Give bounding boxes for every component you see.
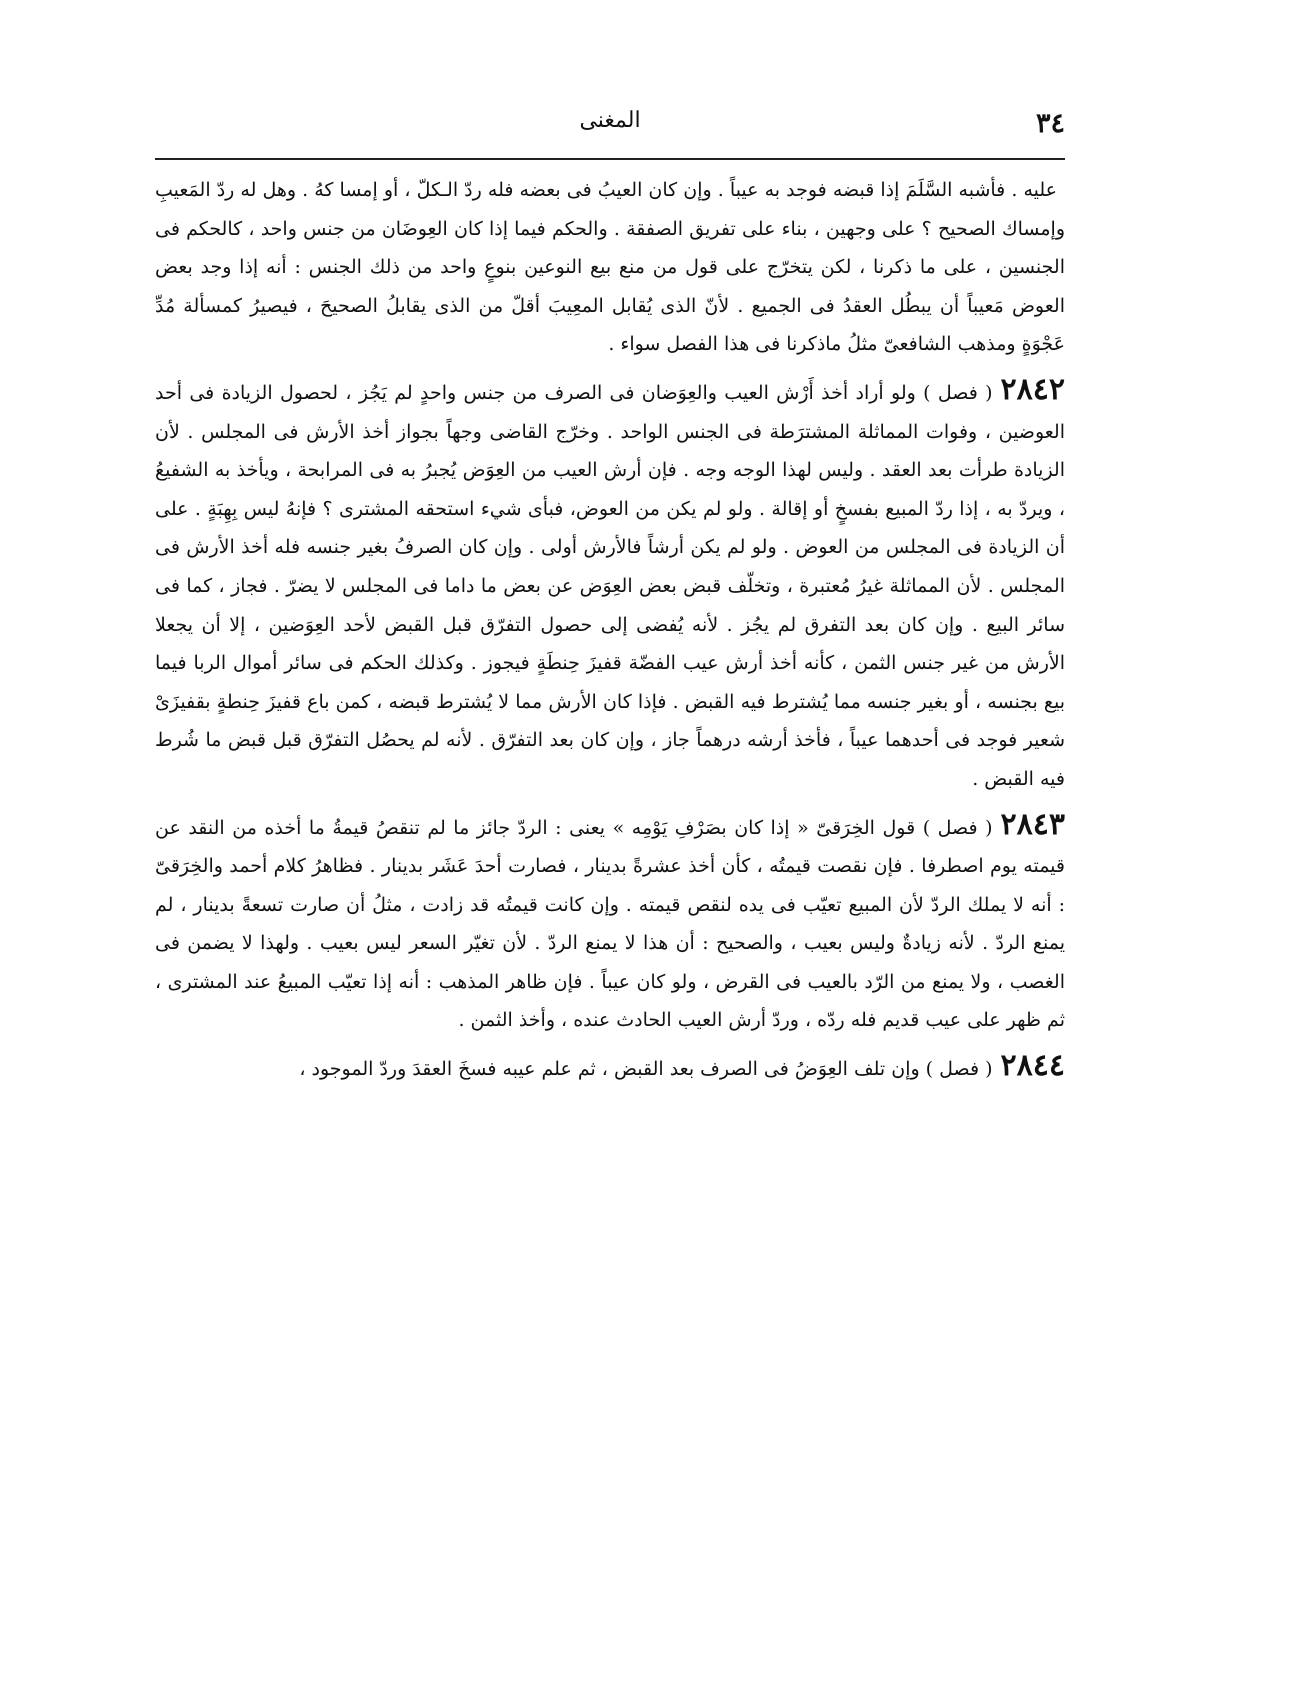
header-rule: [155, 158, 1065, 160]
page-header: [155, 100, 1065, 148]
paragraph: [155, 806, 1065, 1041]
paragraph-number: ٢٨٤٢: [1000, 371, 1065, 407]
page-number: ٣٤: [1035, 108, 1065, 139]
running-title: المغنى: [579, 108, 641, 133]
paragraph-text: عليه . فأشبه السَّلَمَ إذا قبضه فوجد به عيباً . وإن كان العيبُ فى بعضه فله ردّ الـكلّ ، أو إمسا كهُ . وهل له ردّ المَعيبِ وإمساك الصحيح ؟ على وجهين ، بناء على تفريق الصفقة . والحكم فيما إذا كان العِوضَان من جنس واحد ، كالحكم فى الجنسين ، على ما ذكرنا ، لكن يتخرّج على قول من منع بيع النوعين بنوعٍ واحد من ذلك الجنس : أنه إذا وجد بعض العوض مَعيباً أن يبطُل العقدُ فى الجميع . لأنّ الذى يُقابل المعِيبَ أقلّ من الذى يقابلُ الصحيحَ ، فيصيرُ كمسألة مُدِّ عَجْوَةٍ ومذهب الشافعىّ مثلُ ماذكرنا فى هذا الفصل سواء .: [155, 179, 1065, 356]
paragraph-number: ٢٨٤٣: [1000, 806, 1065, 842]
paragraph: [155, 168, 1065, 364]
paragraph-text: ( فصل ) ولو أراد أخذ أَرْش العيب والعِوَضان فى الصرف من جنس واحدٍ لم يَجُز ، لحصول الزيادة فى أحد العوضين ، وفوات المماثلة المشترَطة فى الجنس الواحد . وخرّج القاضى وجهاً بجواز أخذ الأرش فى المجلس . لأن الزيادة طرأت بعد العقد . وليس لهذا الوجه وجه . فإن أرش العيب من العِوَض يُجبرُ به فى المرابحة ، ويأخذ به الشفيعُ ، ويردّ به ، إذا ردّ المبيع بفسخٍ أو إقالة . ولو لم يكن من العوض، فبأى شيء استحقه المشترى ؟ فإنهُ ليس بِهِبَةٍ . على أن الزيادة فى المجلس من العوض . ولو لم يكن أرشاً فالأرش أولى . وإن كان الصرفُ بغير جنسه فله أخذ الأرش فى المجلس . لأن المماثلة غيرُ مُعتبرة ، وتخلّف قبض بعض العِوَض عن بعض ما داما فى المجلس لا يضرّ . فجاز ، كما فى سائر البيع . وإن كان بعد التفرق لم يجُز . لأنه يُفضى إلى حصول التفرّق قبل القبض لأحد العِوَضين ، إلا أن يجعلا الأرش من غير جنس الثمن ، كأنه أخذ أرش عيب الفضّة قفيزَ حِنطَةٍ فيجوز . وكذلك الحكم فى سائر أموال الربا فيما بيع بجنسه ، أو بغير جنسه مما يُشترط فيه القبض . فإذا كان الأرش مما لا يُشترط قبضه ، كمن باع قفيزَ حِنطةٍ بقفيزَىْ شعير فوجد فى أحدهما عيباً ، فأخذ أرشه درهماً جاز ، وإن كان بعد التفرّق . لأنه لم يحصُل التفرّق قبل قبض ما شُرط فيه القبض .: [155, 381, 1065, 790]
paragraph-text: ( فصل ) قول الخِرَقىّ « إذا كان بصَرْفِ يَوْمِه » يعنى : الردّ جائز ما لم تنقصُ قيمةُ ما أخذه من النقد عن قيمته يوم اصطرفا . فإن نقصت قيمتُه ، كأن أخذ عشرةً بدينار ، فصارت أحدَ عَشَر بدينار . فظاهرُ كلام أحمد والخِرَقىّ : أنه لا يملك الردّ لأن المبيع تعيّب فى يده لنقص قيمته . وإن كانت قيمتُه قد زادت ، مثلُ أن صارت تسعةً بدينار ، لم يمنع الردّ . لأنه زيادةٌ وليس بعيب ، والصحيح : أن هذا لا يمنع الردّ . لأن تغيّر السعر ليس بعيب . ولهذا لا يضمن فى الغصب ، ولا يمنع من الرّد بالعيب فى القرض ، ولو كان عيباً . فإن ظاهر المذهب : أنه إذا تعيّب المبيعُ عند المشترى ، ثم ظهر على عيب قديم فله ردّه ، وردّ أرش العيب الحادث عنده ، وأخذ الثمن .: [155, 816, 1065, 1032]
paragraph-text: ( فصل ) وإن تلف العِوَضُ فى الصرف بعد القبض ، ثم علم عيبه فسخَ العقدَ وردّ الموجود ،: [299, 1058, 993, 1081]
paragraph: [155, 371, 1065, 799]
paragraph-number: ٢٨٤٤: [1000, 1048, 1065, 1084]
body-text: [155, 168, 1065, 1089]
paragraph: [155, 1047, 1065, 1089]
